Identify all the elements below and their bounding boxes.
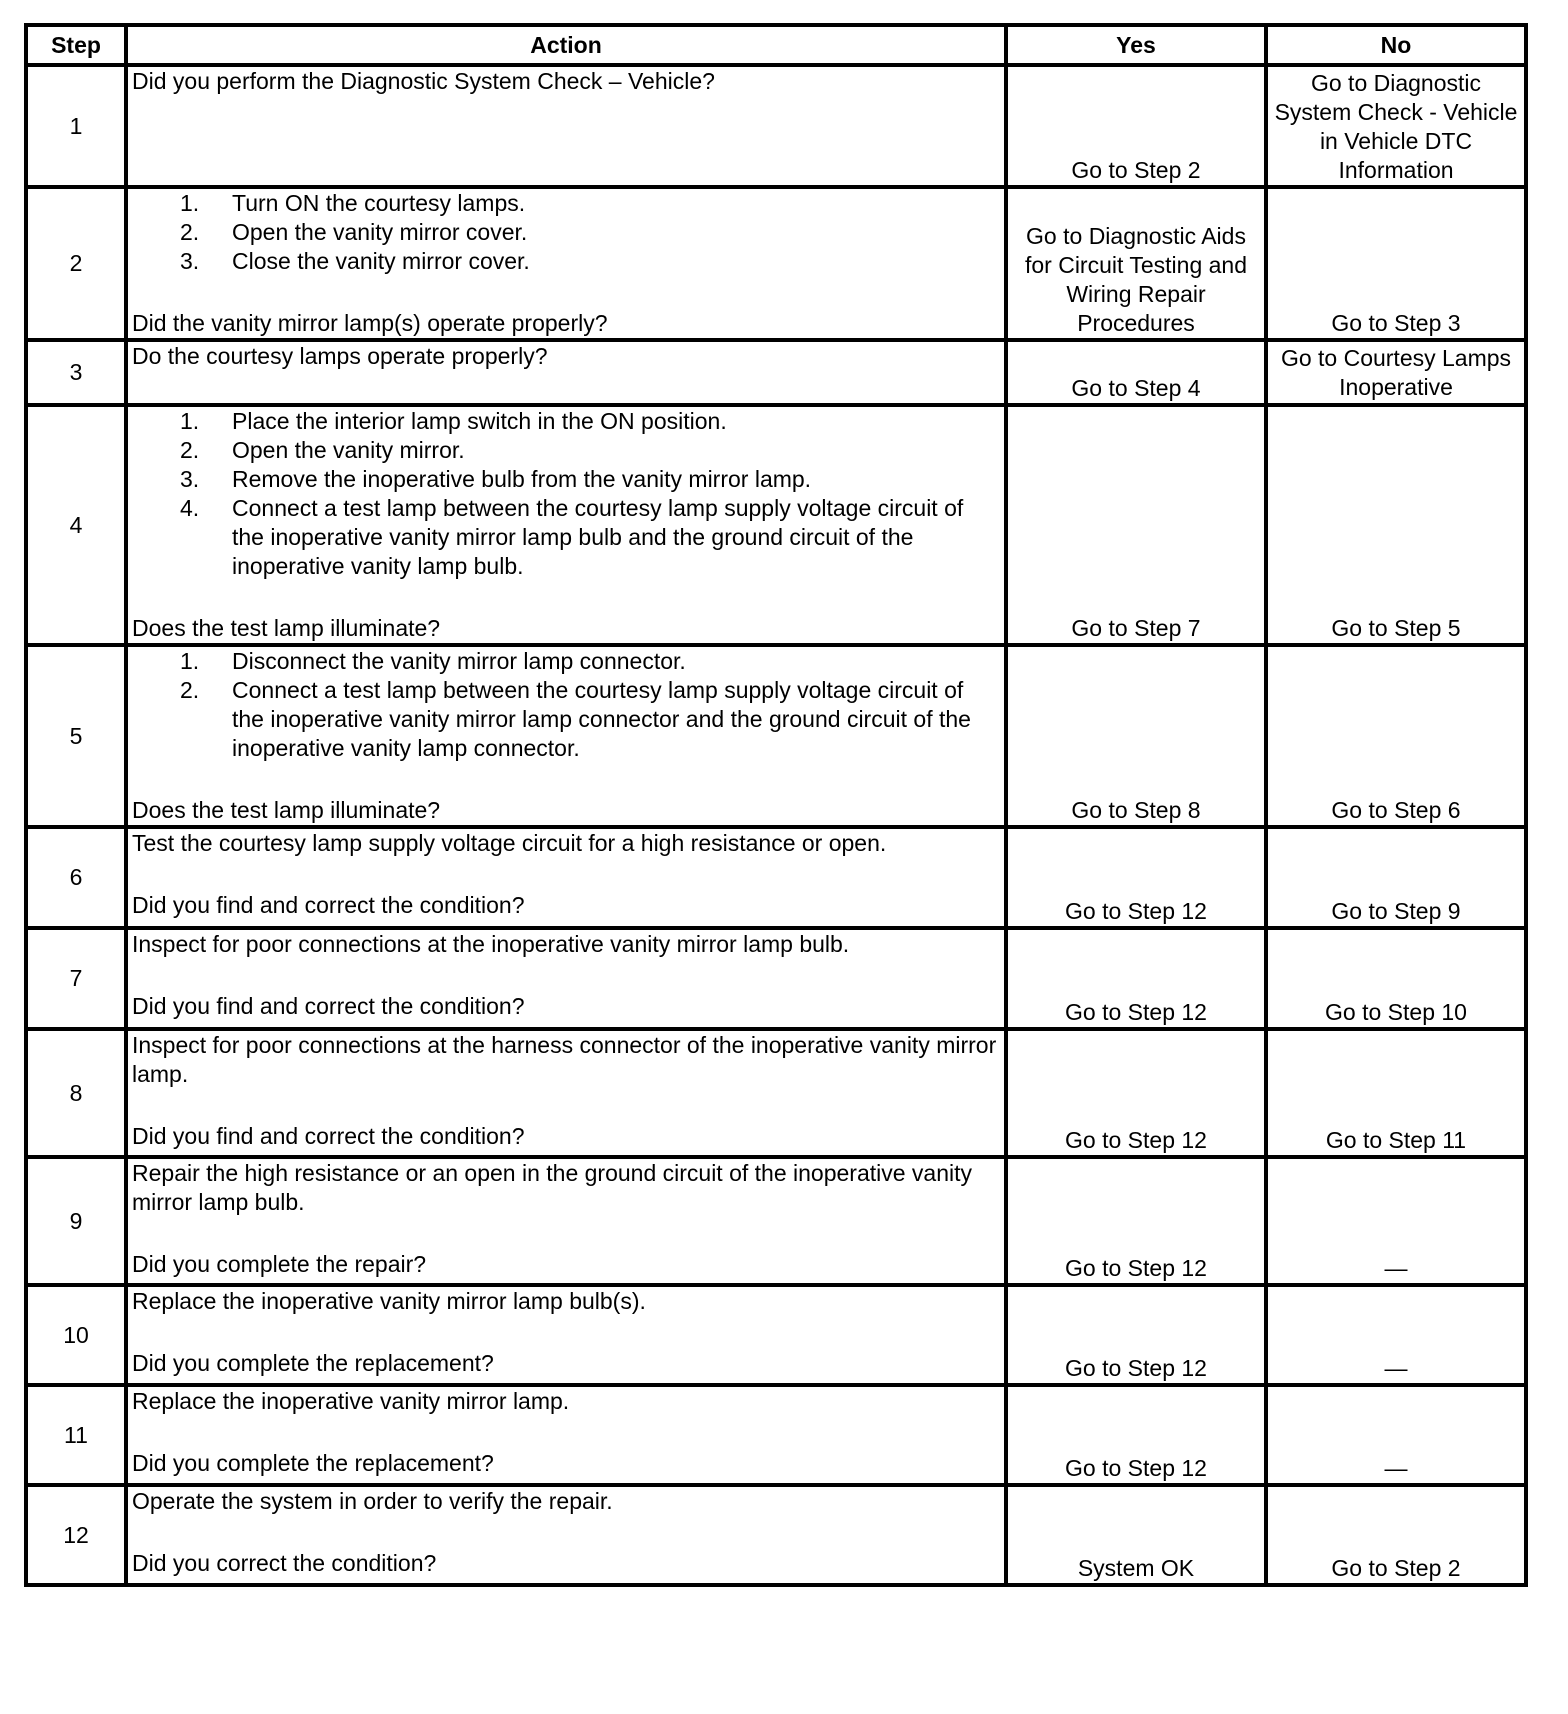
action-cell xyxy=(126,928,1006,1029)
table-row xyxy=(26,65,1526,187)
no-cell: Go to Step 6 xyxy=(1266,645,1526,827)
table-row xyxy=(26,645,1526,827)
substep-number: 2. xyxy=(180,437,200,463)
header-row xyxy=(26,25,1526,65)
table-row xyxy=(26,340,1526,405)
action-cell xyxy=(126,340,1006,405)
question-text: Did you find and correct the condition? xyxy=(132,1123,525,1149)
list-item xyxy=(180,247,1000,276)
yes-cell: Go to Diagnostic Aids for Circuit Testing and Wiring Repair Procedures xyxy=(1006,187,1266,340)
question-text: Does the test lamp illuminate? xyxy=(132,615,441,641)
no-cell: — xyxy=(1266,1385,1526,1485)
action-cell xyxy=(126,65,1006,187)
yes-cell: Go to Step 12 xyxy=(1006,1029,1266,1157)
table-row xyxy=(26,1385,1526,1485)
list-item xyxy=(180,436,1000,465)
substep-number: 2. xyxy=(180,677,200,703)
question-text: Did you complete the replacement? xyxy=(132,1350,494,1376)
diagnostic-table xyxy=(24,23,1528,1587)
action-text: Did you perform the Diagnostic System Check – Vehicle? xyxy=(132,68,715,94)
substep-number: 3. xyxy=(180,248,200,274)
table-row xyxy=(26,827,1526,928)
question-text: Did you complete the repair? xyxy=(132,1251,427,1277)
yes-cell: Go to Step 12 xyxy=(1006,827,1266,928)
substep-number: 4. xyxy=(180,495,200,521)
yes-cell: System OK xyxy=(1006,1485,1266,1585)
action-cell xyxy=(126,405,1006,645)
list-item xyxy=(180,189,1000,218)
step-number: 2 xyxy=(26,187,126,340)
yes-cell: Go to Step 12 xyxy=(1006,1285,1266,1385)
no-cell: Go to Step 2 xyxy=(1266,1485,1526,1585)
no-cell: — xyxy=(1266,1157,1526,1285)
step-number: 4 xyxy=(26,405,126,645)
list-item xyxy=(180,676,1000,763)
substep-text: Close the vanity mirror cover. xyxy=(232,248,530,274)
action-cell xyxy=(126,187,1006,340)
no-cell: Go to Diagnostic System Check - Vehicle in Vehicle DTC Information xyxy=(1266,65,1526,187)
table-row xyxy=(26,1285,1526,1385)
step-number: 12 xyxy=(26,1485,126,1585)
list-item xyxy=(180,465,1000,494)
no-cell: Go to Step 11 xyxy=(1266,1029,1526,1157)
yes-cell: Go to Step 7 xyxy=(1006,405,1266,645)
header-step: Step xyxy=(26,25,126,65)
substep-list xyxy=(132,189,1000,276)
action-text: Do the courtesy lamps operate properly? xyxy=(132,343,548,369)
table-row xyxy=(26,1029,1526,1157)
action-cell xyxy=(126,1285,1006,1385)
yes-cell: Go to Step 8 xyxy=(1006,645,1266,827)
question-text: Did you find and correct the condition? xyxy=(132,892,525,918)
header-yes: Yes xyxy=(1006,25,1266,65)
substep-text: Remove the inoperative bulb from the vanity mirror lamp. xyxy=(232,466,812,492)
substep-text: Disconnect the vanity mirror lamp connector. xyxy=(232,648,686,674)
action-text: Operate the system in order to verify the repair. xyxy=(132,1488,613,1514)
header-action: Action xyxy=(126,25,1006,65)
table-row xyxy=(26,928,1526,1029)
step-number: 8 xyxy=(26,1029,126,1157)
list-item xyxy=(180,407,1000,436)
substep-text: Connect a test lamp between the courtesy lamp supply voltage circuit of the inoperative vanity mirror lamp bulb and the ground circuit of the inoperative vanity lamp bulb. xyxy=(232,495,964,579)
list-item xyxy=(180,647,1000,676)
action-text: Inspect for poor connections at the harness connector of the inoperative vanity mirror lamp. xyxy=(132,1032,997,1087)
no-cell: Go to Step 5 xyxy=(1266,405,1526,645)
substep-number: 1. xyxy=(180,408,200,434)
action-text: Repair the high resistance or an open in the ground circuit of the inoperative vanity mirror lamp bulb. xyxy=(132,1160,973,1215)
table-row xyxy=(26,405,1526,645)
substep-text: Place the interior lamp switch in the ON position. xyxy=(232,408,727,434)
step-number: 7 xyxy=(26,928,126,1029)
action-cell xyxy=(126,827,1006,928)
action-cell xyxy=(126,1029,1006,1157)
step-number: 10 xyxy=(26,1285,126,1385)
action-text: Replace the inoperative vanity mirror lamp. xyxy=(132,1388,570,1414)
step-number: 9 xyxy=(26,1157,126,1285)
no-cell: Go to Step 9 xyxy=(1266,827,1526,928)
substep-number: 1. xyxy=(180,648,200,674)
substep-text: Open the vanity mirror cover. xyxy=(232,219,528,245)
substep-list xyxy=(132,647,1000,763)
question-text: Did you correct the condition? xyxy=(132,1550,437,1576)
action-cell xyxy=(126,645,1006,827)
substep-text: Turn ON the courtesy lamps. xyxy=(232,190,526,216)
substep-text: Open the vanity mirror. xyxy=(232,437,465,463)
list-item xyxy=(180,494,1000,581)
yes-cell: Go to Step 12 xyxy=(1006,1157,1266,1285)
yes-cell: Go to Step 12 xyxy=(1006,1385,1266,1485)
no-cell: — xyxy=(1266,1285,1526,1385)
no-cell: Go to Courtesy Lamps Inoperative xyxy=(1266,340,1526,405)
substep-number: 2. xyxy=(180,219,200,245)
step-number: 3 xyxy=(26,340,126,405)
action-text: Inspect for poor connections at the inoperative vanity mirror lamp bulb. xyxy=(132,931,850,957)
header-no: No xyxy=(1266,25,1526,65)
action-cell xyxy=(126,1157,1006,1285)
question-text: Did you complete the replacement? xyxy=(132,1450,494,1476)
substep-list xyxy=(132,407,1000,581)
substep-text: Connect a test lamp between the courtesy lamp supply voltage circuit of the inoperative vanity mirror lamp connector and the ground circuit of the inoperative vanity lamp connector. xyxy=(232,677,971,761)
action-text: Replace the inoperative vanity mirror lamp bulb(s). xyxy=(132,1288,646,1314)
yes-cell: Go to Step 2 xyxy=(1006,65,1266,187)
step-number: 5 xyxy=(26,645,126,827)
no-cell: Go to Step 3 xyxy=(1266,187,1526,340)
yes-cell: Go to Step 12 xyxy=(1006,928,1266,1029)
action-text: Test the courtesy lamp supply voltage circuit for a high resistance or open. xyxy=(132,830,887,856)
yes-cell: Go to Step 4 xyxy=(1006,340,1266,405)
list-item xyxy=(180,218,1000,247)
table-row xyxy=(26,1157,1526,1285)
table-row xyxy=(26,187,1526,340)
question-text: Did you find and correct the condition? xyxy=(132,993,525,1019)
question-text: Does the test lamp illuminate? xyxy=(132,797,441,823)
no-cell: Go to Step 10 xyxy=(1266,928,1526,1029)
table-row xyxy=(26,1485,1526,1585)
action-cell xyxy=(126,1385,1006,1485)
substep-number: 1. xyxy=(180,190,200,216)
step-number: 6 xyxy=(26,827,126,928)
step-number: 1 xyxy=(26,65,126,187)
substep-number: 3. xyxy=(180,466,200,492)
question-text: Did the vanity mirror lamp(s) operate properly? xyxy=(132,310,608,336)
action-cell xyxy=(126,1485,1006,1585)
step-number: 11 xyxy=(26,1385,126,1485)
